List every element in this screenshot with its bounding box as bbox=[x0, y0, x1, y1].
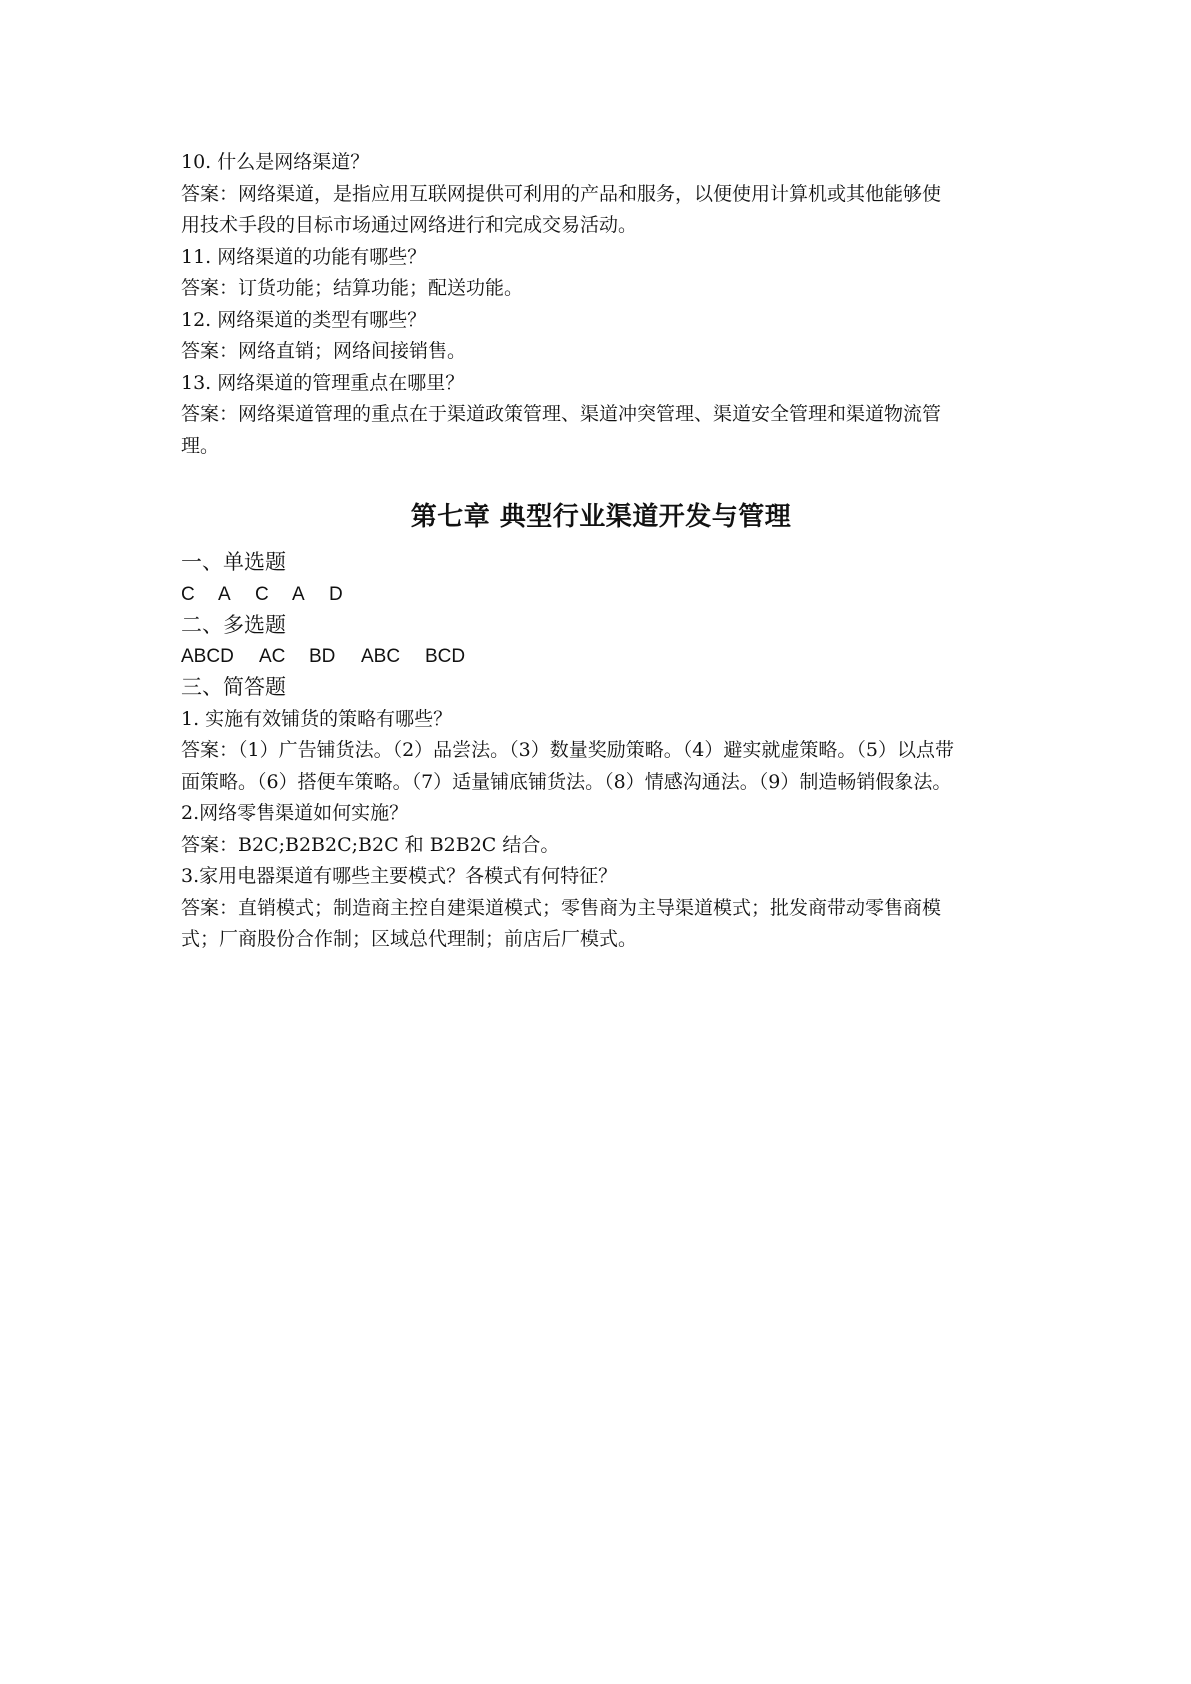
answer-3-line-2: 式；厂商股份合作制；区域总代理制；前店后厂模式。 bbox=[181, 928, 638, 950]
answer-10-line-1: 答案：网络渠道，是指应用互联网提供可利用的产品和服务，以便使用计算机或其他能够使 bbox=[181, 182, 942, 205]
chapter-title: 第七章 典型行业渠道开发与管理 bbox=[410, 502, 792, 532]
single-choice-answer: A bbox=[292, 583, 305, 605]
answer-13-line-1: 答案：网络渠道管理的重点在于渠道政策管理、渠道冲突管理、渠道安全管理和渠道物流管 bbox=[181, 403, 942, 425]
single-choice-answer: C bbox=[181, 583, 195, 605]
short-answer-heading: 三、简答题 bbox=[181, 675, 286, 699]
answer-11: 答案：订货功能；结算功能；配送功能。 bbox=[181, 277, 524, 299]
answer-13-line-2: 理。 bbox=[181, 434, 220, 457]
question-3: 3.家用电器渠道有哪些主要模式？各模式有何特征？ bbox=[181, 865, 618, 887]
answer-12: 答案：网络直销；网络间接销售。 bbox=[181, 340, 467, 362]
multi-choice-heading: 二、多选题 bbox=[181, 612, 286, 637]
multi-choice-answer: AC bbox=[259, 646, 286, 667]
question-11: 11. 网络渠道的功能有哪些？ bbox=[181, 245, 427, 268]
multi-choice-answer: ABC bbox=[361, 646, 401, 667]
single-choice-answers bbox=[181, 579, 1021, 610]
question-13: 13. 网络渠道的管理重点在哪里？ bbox=[181, 371, 465, 394]
document-page bbox=[181, 147, 1021, 956]
question-1: 1. 实施有效铺货的策略有哪些？ bbox=[181, 707, 453, 730]
question-12: 12. 网络渠道的类型有哪些？ bbox=[181, 308, 427, 331]
multi-choice-answers bbox=[181, 641, 1021, 672]
answer-2: 答案：B2C;B2B2C;B2C 和 B2B2C 结合。 bbox=[181, 833, 560, 856]
answer-1-line-2: 面策略。（6）搭便车策略。（7）适量铺底铺货法。（8）情感沟通法。（9）制造畅销假象法。 bbox=[181, 770, 952, 793]
question-10: 10. 什么是网络渠道？ bbox=[181, 151, 370, 173]
multi-choice-answer: BD bbox=[309, 646, 336, 667]
question-2: 2.网络零售渠道如何实施？ bbox=[181, 802, 409, 824]
single-choice-answer: A bbox=[218, 583, 231, 605]
answer-1-line-1: 答案：（1）广告铺货法。（2）品尝法。（3）数量奖励策略。（4）避实就虚策略。（5）以点带 bbox=[181, 739, 954, 761]
multi-choice-answer: BCD bbox=[425, 646, 466, 667]
answer-3-line-1: 答案：直销模式；制造商主控自建渠道模式；零售商为主导渠道模式；批发商带动零售商模 bbox=[181, 896, 942, 919]
single-choice-answer: C bbox=[255, 583, 269, 605]
answer-10-line-2: 用技术手段的目标市场通过网络进行和完成交易活动。 bbox=[181, 214, 638, 236]
single-choice-heading: 一、单选题 bbox=[181, 550, 286, 574]
multi-choice-answer: ABCD bbox=[181, 646, 234, 667]
single-choice-answer: D bbox=[329, 583, 343, 605]
